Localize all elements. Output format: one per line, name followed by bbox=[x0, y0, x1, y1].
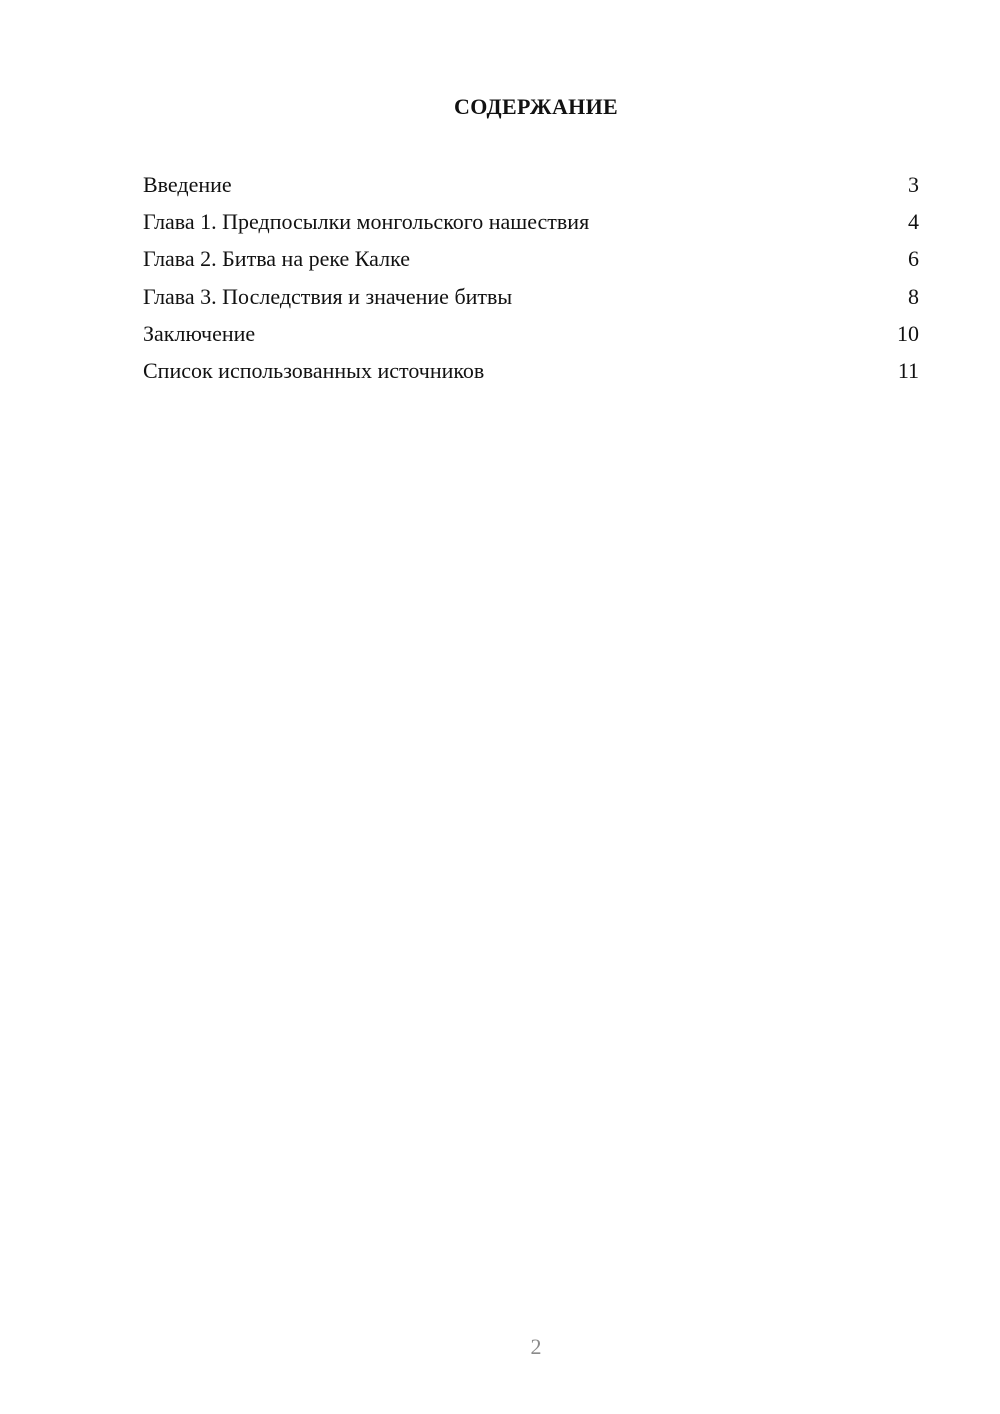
toc-entry-title: Заключение bbox=[143, 320, 256, 346]
page-number: 2 bbox=[530, 1334, 542, 1359]
toc-entry-page: 3 bbox=[908, 172, 919, 197]
page-title: СОДЕРЖАНИЕ bbox=[454, 94, 618, 119]
toc-entry-sources bbox=[143, 356, 919, 393]
toc-entry-title: Глава 2. Битва на реке Калке bbox=[143, 246, 410, 272]
toc-entry-chapter-2 bbox=[143, 244, 919, 281]
toc-entry-page: 6 bbox=[908, 246, 919, 272]
table-of-contents bbox=[143, 170, 919, 393]
toc-entry-page: 11 bbox=[897, 357, 919, 383]
toc-entry-chapter-1 bbox=[143, 207, 919, 244]
toc-entry-title: Введение bbox=[143, 172, 232, 197]
toc-entry-title: Глава 1. Предпосылки монгольского нашествия bbox=[143, 209, 590, 235]
toc-entry-introduction bbox=[143, 170, 919, 207]
toc-entry-title: Глава 3. Последствия и значение битвы bbox=[143, 283, 513, 309]
toc-entry-chapter-3 bbox=[143, 282, 919, 319]
toc-entry-page: 4 bbox=[908, 209, 919, 235]
toc-entry-page: 10 bbox=[897, 320, 919, 346]
toc-entry-title: Список использованных источников bbox=[143, 357, 485, 383]
toc-entry-conclusion bbox=[143, 319, 919, 356]
toc-entry-page: 8 bbox=[908, 283, 919, 309]
